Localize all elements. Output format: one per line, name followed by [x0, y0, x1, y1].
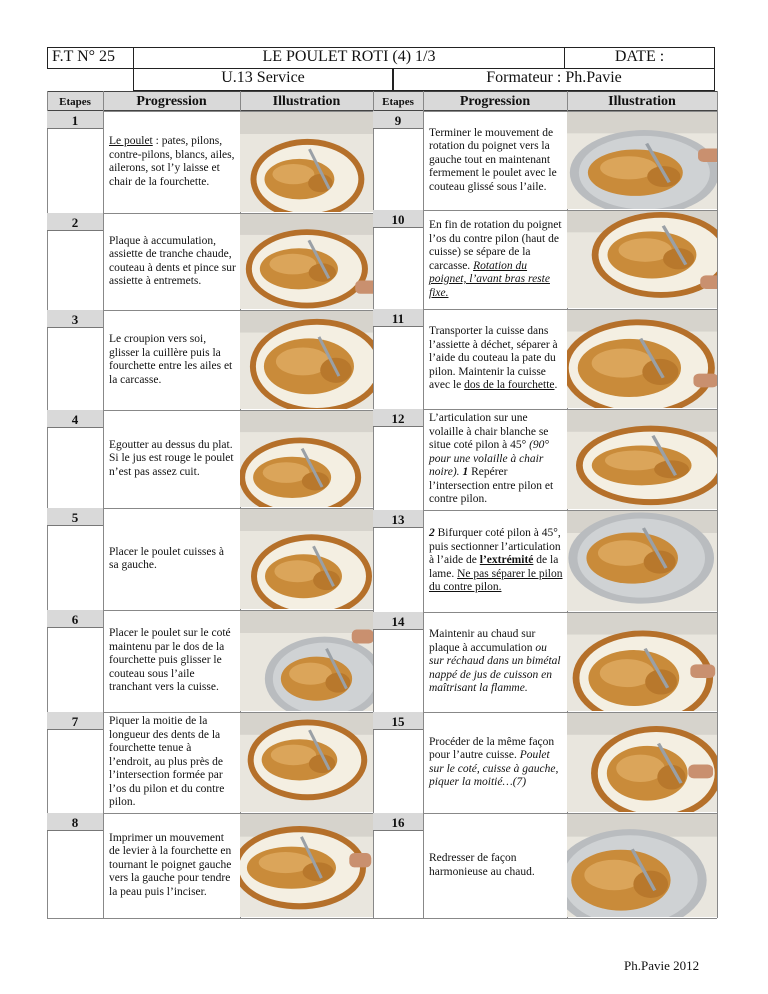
step-photo-5: [240, 509, 373, 609]
step-text-underline: dos de la fourchette: [464, 379, 555, 392]
step-number-13: 13: [373, 510, 423, 528]
step-text-8: [103, 813, 240, 918]
step-number-11: 11: [373, 309, 423, 327]
step-number-8: 8: [47, 813, 103, 831]
step-number-9: 9: [373, 111, 423, 129]
footer-credit: Ph.Pavie 2012: [624, 958, 700, 973]
step-photo-7: [240, 713, 373, 812]
step-text-italic: (90° pour une volaille à chair noire).: [429, 439, 550, 479]
step-photo-13: [567, 511, 717, 611]
step-text-bold-underline: l’extrémité: [479, 554, 534, 567]
sheet-number: F.T N° 25: [47, 47, 133, 69]
date-label: DATE :: [565, 47, 715, 69]
step-number-2: 2: [47, 213, 103, 231]
step-number-5: 5: [47, 508, 103, 526]
step-text-16: [423, 813, 567, 918]
step-text-7: [103, 712, 240, 813]
step-text-content-13: [429, 527, 563, 595]
step-number-6: 6: [47, 610, 103, 628]
step-text-italic: Poulet sur le coté, cuisse à gauche, piquer la moitié…(7): [429, 749, 559, 788]
col-progression-left: Progression: [103, 91, 240, 111]
step-text-1: [103, 111, 240, 213]
step-text-main: Redresser de façon harmonieuse au chaud.: [429, 852, 535, 878]
step-text-main: Terminer le mouvement de rotation du poignet vers la gauche tout en maintenant fermement le poulet avec le couteau glissé sous l’aile.: [429, 126, 557, 193]
step-text-11: [423, 309, 567, 409]
step-text-main: Imprimer un mouvement de levier à la fourchette en tournant le poignet gauche vers la gauche pour tendre la peau puis l’inciser.: [109, 831, 232, 898]
step-text-note: Rotation du poignet, l’avant bras reste fixe.: [429, 259, 550, 299]
step-text-content-15: [429, 736, 563, 790]
step-text-content-8: [109, 832, 236, 900]
step-text-content-6: [109, 627, 236, 695]
step-text-main: L’articulation sur une volaille à chair blanche se situe coté pilon à 45°: [429, 412, 549, 452]
row-rule: [47, 918, 373, 919]
step-number-15: 15: [373, 712, 423, 730]
step-text-mid: de la lame.: [429, 554, 559, 580]
step-number-4: 4: [47, 410, 103, 428]
step-text-main: Placer le poulet sur le coté maintenu par le dos de la fourchette puis glisser le couteau sous l’aile tranchant vers la cuisse.: [109, 627, 231, 694]
step-text-14: [423, 612, 567, 712]
step-number-16: 16: [373, 813, 423, 831]
step-photo-15: [567, 713, 717, 812]
step-photo-6: [240, 611, 373, 711]
col-illustration-left: Illustration: [240, 91, 373, 111]
col-etapes-left: Etapes: [47, 91, 103, 111]
step-text-13: [423, 510, 567, 612]
step-text-content-7: [109, 715, 236, 810]
step-number-7: 7: [47, 712, 103, 730]
step-number-3: 3: [47, 310, 103, 328]
step-photo-4: [240, 411, 373, 507]
step-text-main: Plaque à accumulation, assiette de tranche chaude, couteau à dents et pince sur assiette à entremets.: [109, 234, 236, 287]
step-photo-11: [567, 310, 717, 408]
step-text-main: : pates, pilons, contre-pilons, blancs, ailes, ailerons, sot l’y laisse et chair de la fourchette.: [109, 135, 235, 188]
step-text-12: [423, 409, 567, 510]
step-text-content-5: [109, 546, 236, 573]
step-text-main: En fin de rotation du poignet l’os du contre pilon (haut de cuisse) se sépare de la carcasse.: [429, 219, 562, 272]
step-photo-10: [567, 211, 717, 308]
step-text-10: [423, 210, 567, 309]
col-illustration-right: Illustration: [567, 91, 717, 111]
step-text-6: [103, 610, 240, 712]
col-progression-right: Progression: [423, 91, 567, 111]
step-text-italic: ou sur réchaud dans un bimétal nappé de jus de cuisson en maîtrisant la flamme.: [429, 641, 561, 695]
step-text-15: [423, 712, 567, 813]
unit-label: U.13 Service: [133, 69, 393, 91]
step-photo-8: [240, 814, 373, 917]
step-text-content-1: [109, 135, 236, 189]
page-title: LE POULET ROTI (4) 1/3: [133, 47, 565, 69]
step-photo-3: [240, 311, 373, 409]
step-number-12: 12: [373, 409, 423, 427]
step-text-underline: Ne pas séparer le pilon du contre pilon.: [429, 567, 563, 594]
step-text-4: [103, 410, 240, 508]
step-number-1: 1: [47, 111, 103, 129]
step-photo-16: [567, 814, 717, 917]
step-photo-2: [240, 214, 373, 309]
step-number-14: 14: [373, 612, 423, 630]
step-text-main: Egoutter au dessus du plat. Si le jus est rouge le poulet n’est pas assez cuit.: [109, 438, 234, 478]
step-text-content-11: Transporter la cuisse dans l’assiette à déchet, séparer à l’aide du couteau la pate du pilon. Maintenir la cuisse avec le dos de la fourchette.: [429, 325, 558, 392]
column-rule: [717, 91, 718, 918]
step-text-bold: 1: [462, 466, 469, 479]
step-text-content-3: [109, 333, 236, 387]
formateur-label: Formateur : Ph.Pavie: [393, 69, 715, 91]
step-text-main: Piquer la moitie de la longueur des dents de la fourchette tenue à l’endroit, au plus près de l’intersection formée par l’os du pilon et du contre pilon.: [109, 715, 225, 809]
step-text-5: [103, 508, 240, 610]
step-text-main: Procéder de la même façon pour l’autre cuisse.: [429, 735, 555, 761]
col-etapes-right: Etapes: [373, 91, 423, 111]
step-photo-9: [567, 112, 717, 209]
step-text-content-4: [109, 439, 236, 480]
step-text-content-12: [429, 412, 563, 507]
step-text-content-10: [429, 219, 563, 300]
step-text-tail: Repérer l’intersection entre pilon et contre pilon.: [429, 466, 554, 506]
step-text-3: [103, 310, 240, 410]
row-rule: [373, 918, 717, 919]
step-text-2: [103, 213, 240, 310]
step-text-content-16: [429, 852, 563, 879]
step-photo-14: [567, 613, 717, 711]
step-text-bold: 2: [429, 527, 435, 540]
step-text-9: [423, 111, 567, 210]
step-text-main: Maintenir au chaud sur plaque à accumulation: [429, 628, 536, 654]
step-photo-12: [567, 410, 717, 509]
step-text-main: Transporter la cuisse dans l’assiette à déchet, séparer à l’aide du couteau la pate du pilon. Maintenir la cuisse avec le: [429, 325, 558, 392]
step-text-main: Le croupion vers soi, glisser la cuillère puis la fourchette entre les ailes et la carcasse.: [109, 333, 233, 386]
step-text-content-2: [109, 235, 236, 289]
step-text-content-9: [429, 127, 563, 195]
step-text-underline: Le poulet: [109, 135, 153, 147]
step-text-main: Placer le poulet cuisses à sa gauche.: [109, 545, 224, 571]
step-text-content-14: [429, 628, 563, 696]
step-photo-1: [240, 112, 373, 212]
step-number-10: 10: [373, 210, 423, 228]
step-text-main: Bifurquer coté pilon à 45°, puis sectionner l’articulation à l’aide de: [429, 527, 561, 567]
